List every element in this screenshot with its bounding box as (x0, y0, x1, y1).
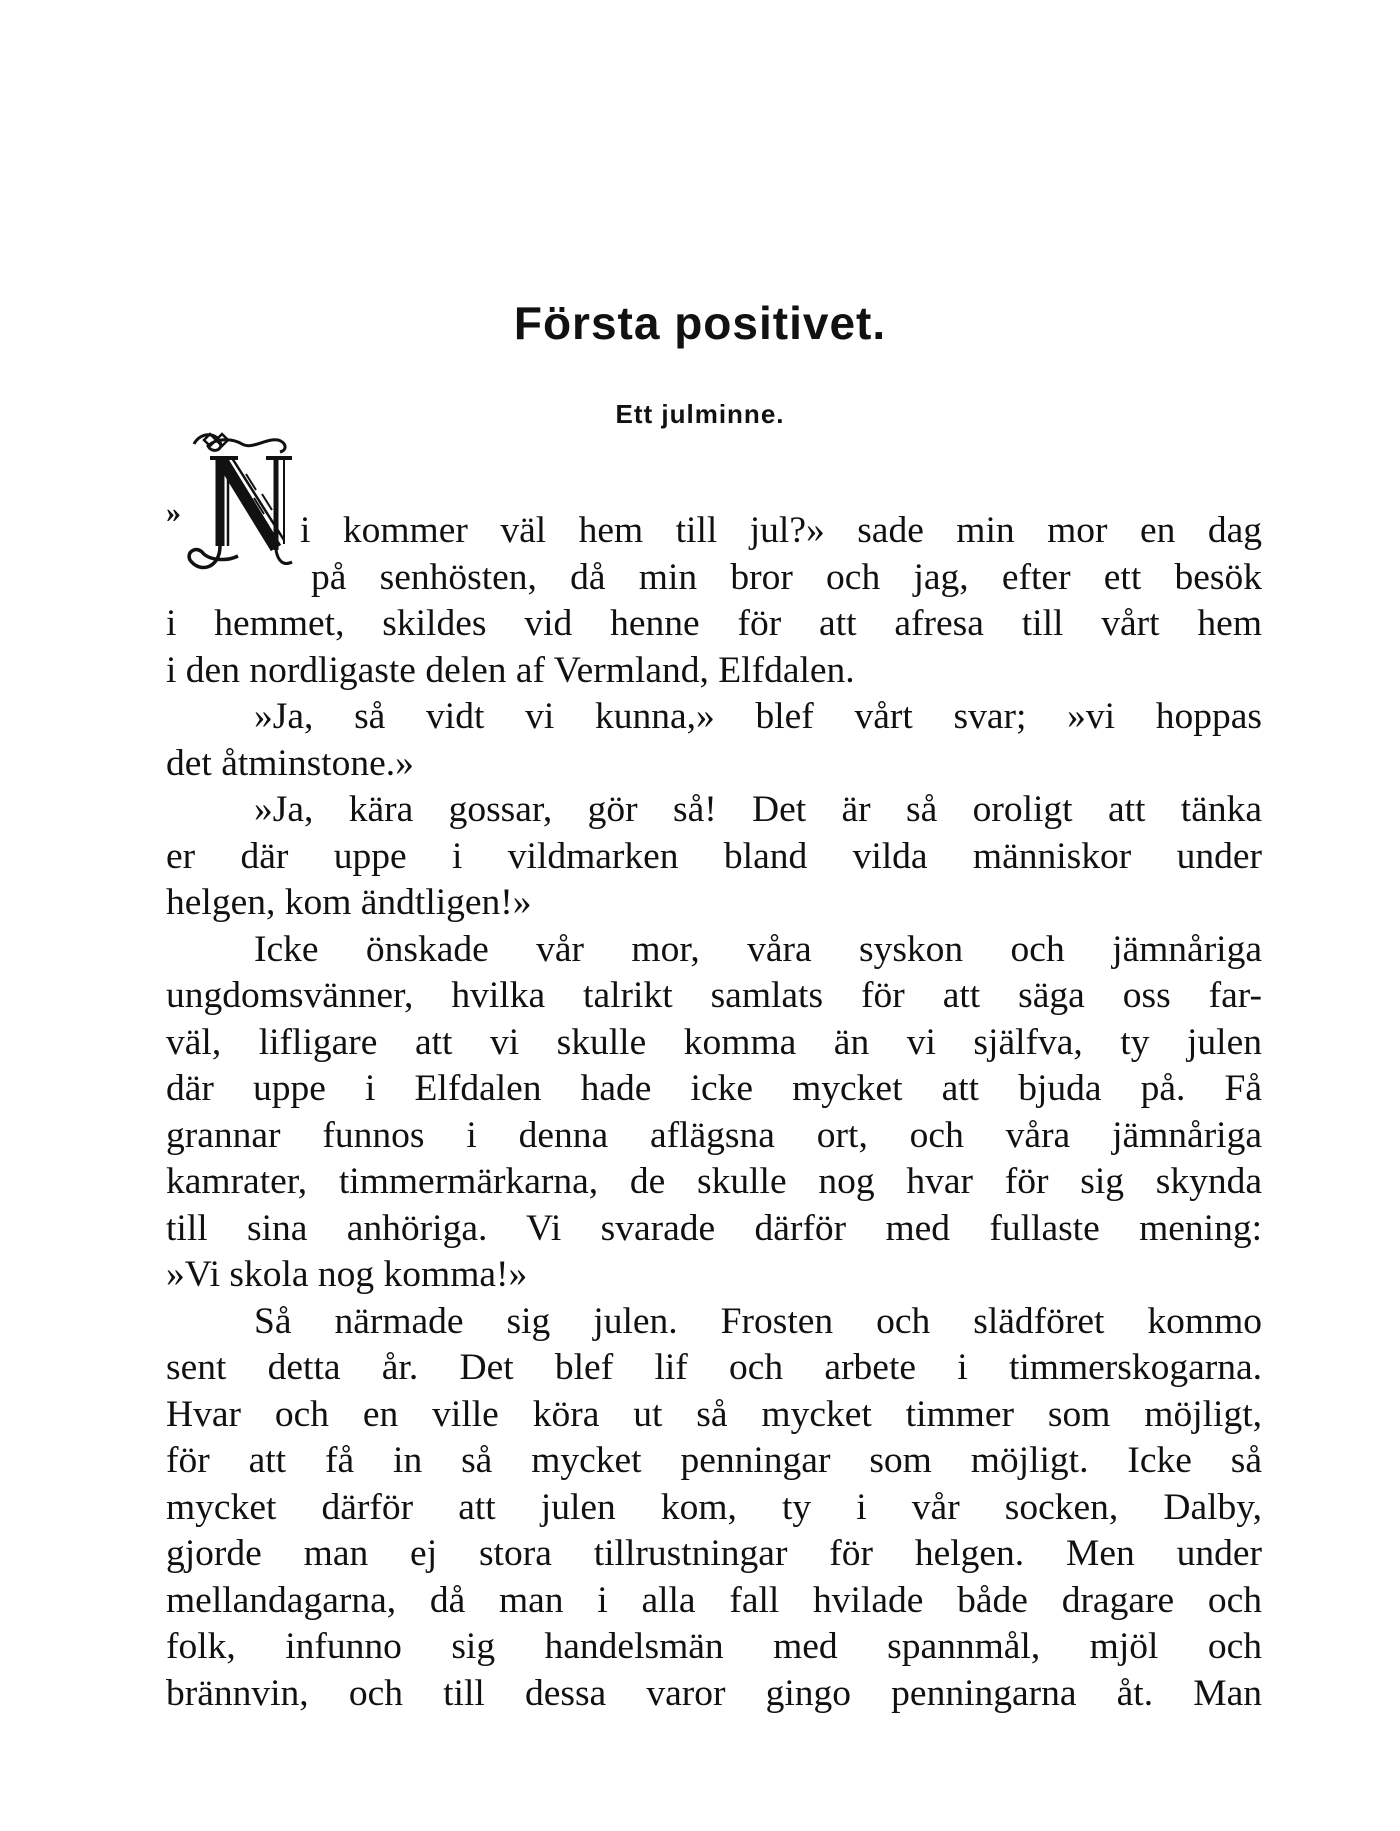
text-line: i kommer väl hem till jul?» sade min mor en dag (300, 510, 1262, 551)
text-line: i den nordligaste delen af Vermland, Elfdalen. (166, 649, 855, 691)
text-line: gjorde man ej stora tillrustningar för helgen. Men under (166, 1533, 1262, 1574)
text-line: folk, infunno sig handelsmän med spannmål, mjöl och (166, 1626, 1262, 1667)
chapter-title: Första positivet. (513, 297, 887, 349)
text-line: ungdomsvänner, hvilka talrikt samlats för att säga oss far- (166, 975, 1262, 1016)
text-line: kamrater, timmermärkarna, de skulle nog hvar för sig skynda (166, 1161, 1262, 1202)
text-line: Icke önskade vår mor, våra syskon och jämnåriga (254, 928, 1262, 970)
text-line: Så närmade sig julen. Frosten och slädföret kommo (254, 1300, 1262, 1342)
text-line: i hemmet, skildes vid henne för att afresa till vårt hem (166, 603, 1262, 644)
text-line: för att få in så mycket penningar som möjligt. Icke så (166, 1440, 1262, 1481)
opening-quote-mark: » (166, 496, 181, 529)
text-line: till sina anhöriga. Vi svarade därför med fullaste mening: (166, 1207, 1262, 1249)
text-line: på senhösten, då min bror och jag, efter ett besök (311, 556, 1262, 598)
text-line: »Ja, så vidt vi kunna,» blef vårt svar; »vi hoppas (254, 696, 1262, 737)
text-line: »Ja, kära gossar, gör så! Det är så oroligt att tänka (254, 789, 1262, 830)
text-line: Hvar och en ville köra ut så mycket timmer som möjligt, (166, 1393, 1262, 1435)
text-line: mellandagarna, då man i alla fall hvilade både dragare och (166, 1579, 1262, 1621)
text-line: brännvin, och till dessa varor gingo penningarna åt. Man (166, 1672, 1262, 1714)
text-line: väl, lifligare att vi skulle komma än vi själfva, ty julen (166, 1021, 1262, 1063)
text-line: mycket därför att julen kom, ty i vår socken, Dalby, (166, 1486, 1262, 1528)
text-line: där uppe i Elfdalen hade icke mycket att bjuda på. Få (166, 1068, 1262, 1109)
text-line: »Vi skola nog komma!» (166, 1254, 528, 1295)
body-text (166, 508, 1262, 1717)
text-line: det åtminstone.» (166, 742, 414, 784)
chapter-subtitle: Ett julminne. (615, 399, 785, 429)
text-line: er där uppe i vildmarken bland vilda människor under (166, 835, 1262, 877)
text-line: grannar funnos i denna aflägsna ort, och våra jämnåriga (166, 1114, 1262, 1156)
text-line: helgen, kom ändtligen!» (166, 882, 532, 923)
text-line: sent detta år. Det blef lif och arbete i timmerskogarna. (166, 1347, 1262, 1388)
